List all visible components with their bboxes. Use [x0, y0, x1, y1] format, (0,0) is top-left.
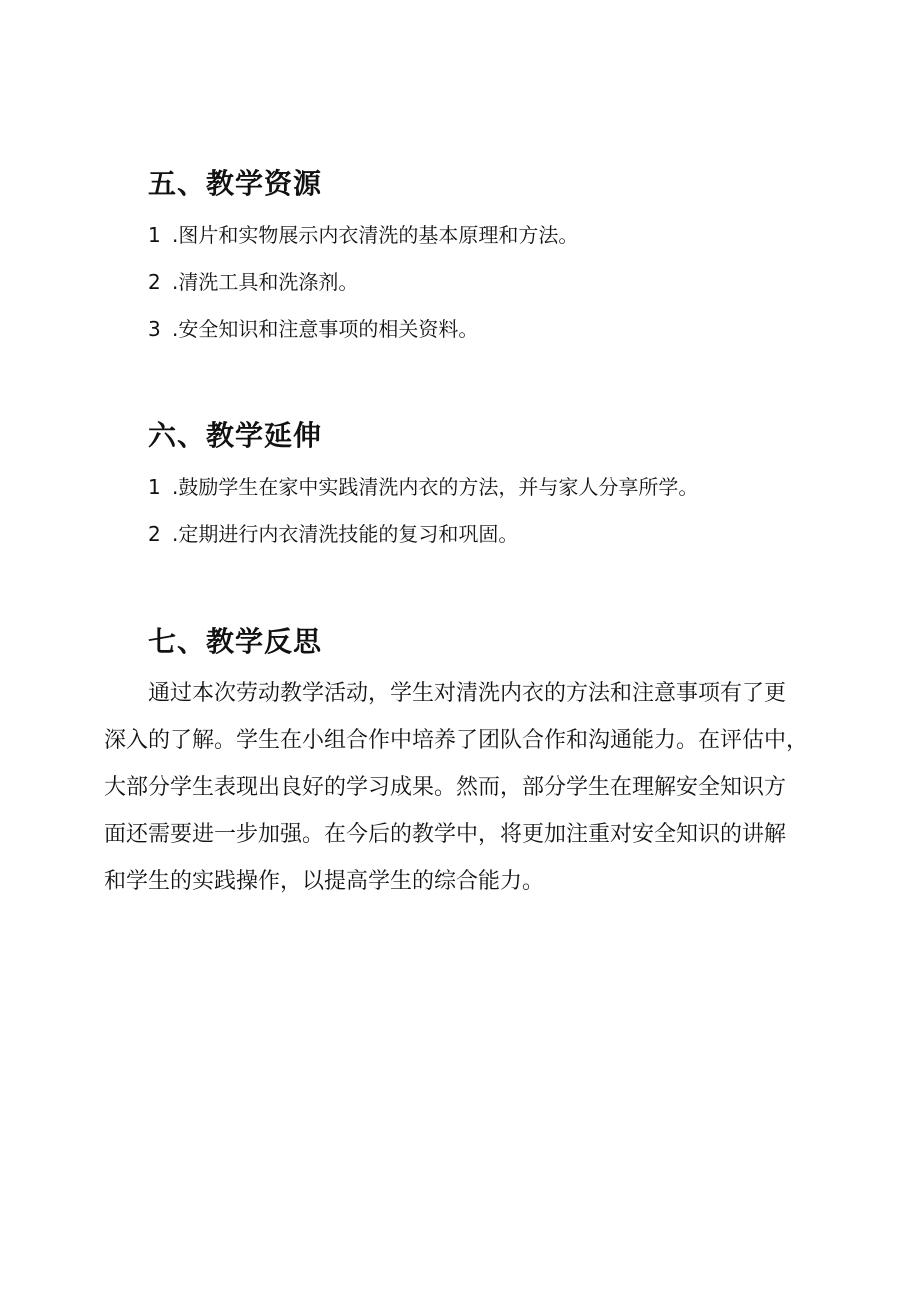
list-item: [148, 474, 828, 500]
paragraph-line: 深入的了解。学生在小组合作中培养了团队合作和沟通能力。在评估中，: [104, 728, 809, 753]
item-number: 2: [148, 270, 161, 294]
section-teaching-extension: [148, 418, 828, 547]
item-number: 3: [148, 317, 161, 341]
paragraph-line: 大部分学生表现出良好的学习成果。然而，部分学生在理解安全知识方: [104, 775, 787, 800]
section-teaching-resources: [148, 166, 828, 342]
item-text: .定期进行内衣清洗技能的复习和巩固。: [172, 522, 519, 546]
paragraph-line: 和学生的实践操作，以提高学生的综合能力。: [104, 869, 545, 894]
list-item: [148, 316, 828, 342]
item-text: .安全知识和注意事项的相关资料。: [172, 317, 479, 341]
section-teaching-reflection: [104, 624, 828, 905]
list-item: [148, 269, 828, 295]
section-heading: 七、教学反思: [148, 625, 323, 658]
item-number: 2: [148, 522, 161, 546]
item-number: 1: [148, 223, 161, 247]
list-item: [148, 222, 828, 248]
paragraph-line: 面还需要进一步加强。在今后的教学中，将更加注重对安全知识的讲解: [104, 822, 787, 847]
item-number: 1: [148, 475, 161, 499]
item-text: .清洗工具和洗涤剂。: [172, 270, 359, 294]
item-text: .图片和实物展示内衣清洗的基本原理和方法。: [172, 223, 579, 247]
paragraph-line: 通过本次劳动教学活动，学生对清洗内衣的方法和注意事项有了更: [148, 681, 787, 706]
section-heading: 六、教学延伸: [148, 419, 323, 452]
reflection-paragraph: [104, 670, 828, 905]
list-item: [148, 521, 828, 547]
section-heading: 五、教学资源: [148, 167, 323, 200]
item-text: .鼓励学生在家中实践清洗内衣的方法，并与家人分享所学。: [172, 475, 699, 499]
